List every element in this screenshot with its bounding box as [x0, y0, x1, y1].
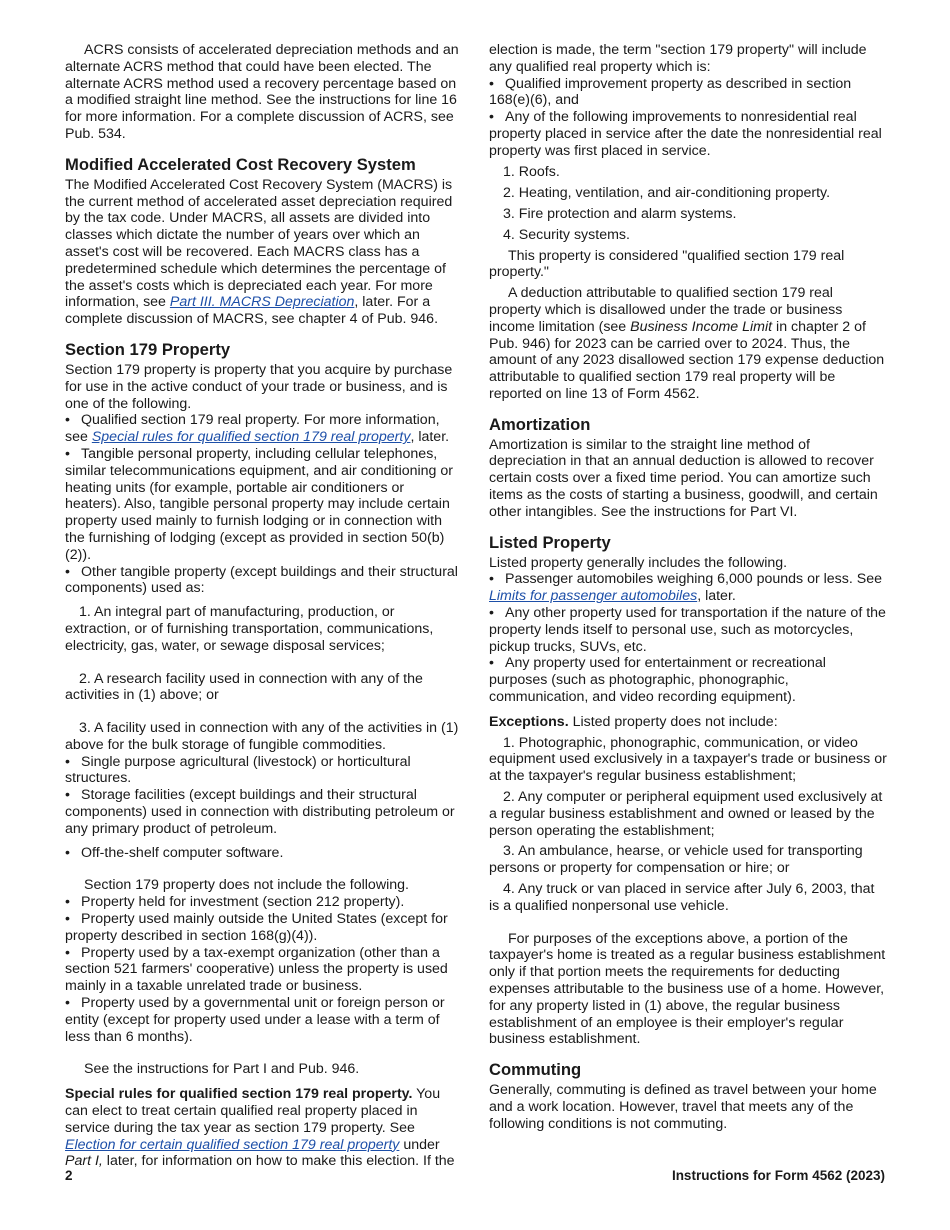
text: election is made, the term "section 179 property" will include any qualified real property which is:	[489, 42, 867, 75]
text: ACRS consists of accelerated depreciation methods and an alternate ACRS method that could have been elected. The alternate ACRS method used a recovery percentage based on a modified straight line method. See the instructions for line 16 for more information. For a complete discussion of ACRS, see Pub. 534.	[65, 42, 459, 142]
text: The Modified Accelerated Cost Recovery System (MACRS) is the current method of accelerated asset depreciation required by the tax code. Under MACRS, all assets are divided into classes which dictate the number of years over which an asset's cost will be recovered. Each MACRS class has a predetermined schedule which determines the percentage of the asset's costs which is depreciated each year. For more information, see	[65, 176, 453, 311]
text: , later.	[697, 588, 736, 605]
bullet-icon: •	[489, 75, 494, 92]
section-heading	[489, 415, 887, 435]
paragraph	[65, 1086, 463, 1170]
text: This property is considered "qualified section 179 real property."	[489, 247, 845, 281]
cross-reference-link[interactable]: Special rules for qualified section 179 real property	[91, 429, 411, 446]
text: Property held for investment (section 212 property).	[81, 894, 405, 911]
bullet-item	[65, 787, 463, 837]
paragraph	[489, 1082, 887, 1132]
bullet-item	[65, 894, 463, 911]
text: , later. For a complete discussion of MACRS, see chapter 4 of Pub. 946.	[65, 294, 439, 328]
bullet-item	[489, 571, 887, 605]
text: Storage facilities (except buildings and their structural components) used in connection with distributing petroleum or any primary product of petroleum.	[65, 787, 455, 837]
right-column	[489, 42, 887, 1133]
text: A deduction attributable to qualified section 179 real property which is disallowed under the trade or business income limitation (see	[489, 285, 843, 335]
paragraph	[489, 843, 887, 877]
text: Property used by a tax-exempt organization (other than a section 521 farmers' cooperative) unless the property is used mainly in a taxable unrelated trade or business.	[65, 944, 448, 995]
bullet-item	[489, 76, 887, 110]
paragraph	[65, 720, 463, 754]
text: Qualified section 179 real property. For more information, see	[65, 412, 440, 446]
paragraph	[489, 227, 887, 244]
paragraph	[489, 881, 887, 915]
cross-reference-link[interactable]: Election for certain qualified section 179 real property	[65, 1136, 400, 1153]
text: 4. Security systems.	[503, 226, 630, 243]
paragraph	[65, 1061, 463, 1078]
text: 1. Photographic, phonographic, communication, or video equipment used exclusively in a taxpayer's trade or business or at the taxpayer's regular business establishment;	[489, 734, 887, 785]
text: 2. Any computer or peripheral equipment used exclusively at a regular business establishment and owned or leased by the person operating the establishment;	[489, 789, 883, 839]
text: Section 179 property is property that you acquire by purchase for use in the active conduct of your trade or business, and is one of the following.	[65, 361, 453, 412]
text: Amortization	[489, 414, 591, 434]
text: 3. A facility used in connection with any of the activities in (1) above for the bulk storage of fungible commodities.	[65, 720, 459, 753]
text: For purposes of the exceptions above, a portion of the taxpayer's home is treated as a regular business establishment only if that portion meets the requirements for deducting expenses attributable to the business use of a home. However, for any property listed in (1) above, the regular business establishment of an employee is their employer's regular business establishment.	[489, 930, 886, 1048]
cross-reference-link[interactable]: Part III. MACRS Depreciation	[169, 294, 355, 311]
text: Part I,	[65, 1153, 103, 1170]
page-number: 2	[65, 1168, 73, 1183]
paragraph	[489, 285, 887, 403]
text: 1. An integral part of manufacturing, production, or extraction, or of furnishing transportation, communications, electricity, gas, water, or sewage disposal services;	[65, 604, 434, 654]
paragraph	[489, 735, 887, 785]
cross-reference-link[interactable]: Limits for passenger automobiles	[489, 588, 698, 605]
text: , later.	[410, 429, 450, 446]
text: under	[399, 1136, 440, 1153]
text: Modified Accelerated Cost Recovery System	[65, 154, 416, 174]
paragraph	[489, 42, 887, 76]
text: Business Income Limit	[630, 318, 773, 335]
text: See the instructions for Part I and Pub. 946.	[84, 1061, 360, 1078]
text: Generally, commuting is defined as travel between your home and a work location. However, travel that meets any of the following conditions is not commuting.	[489, 1082, 877, 1132]
bullet-item	[65, 412, 463, 446]
text: Listed property generally includes the following.	[489, 554, 788, 571]
section-heading	[65, 340, 463, 360]
footer-title: Instructions for Form 4562 (2023)	[671, 1168, 885, 1183]
paragraph	[65, 877, 463, 894]
text: Single purpose agricultural (livestock) or horticultural structures.	[65, 753, 411, 787]
bullet-icon: •	[65, 995, 70, 1012]
section-heading	[65, 155, 463, 175]
bullet-icon: •	[65, 911, 70, 928]
text: Tangible personal property, including cellular telephones, similar telecommunications equipment, and air conditioning or heating units (for example, portable air conditioners or heaters). Also, tangible personal property may include certain property used mainly to furnish lodging or in connection with the furnishing of lodging (except as provided in section 50(b)(2)).	[65, 445, 453, 563]
bullet-item	[65, 845, 463, 862]
left-column	[65, 42, 463, 1170]
bullet-icon: •	[65, 753, 70, 770]
bullet-icon: •	[65, 412, 70, 429]
paragraph	[489, 789, 887, 839]
text: later, for information on how to make this election. If the	[102, 1153, 455, 1170]
bullet-icon: •	[65, 445, 70, 462]
text: Listed property does not include:	[568, 713, 778, 730]
text: Amortization is similar to the straight line method of depreciation in that an annual deduction is allowed to recover certain costs over a fixed time period. You can amortize such items as the costs of starting a business, goodwill, and certain other intangibles. See the instructions for Part VI.	[489, 436, 878, 520]
bullet-icon: •	[489, 605, 494, 622]
bullet-icon: •	[65, 844, 70, 861]
text: 3. An ambulance, hearse, or vehicle used for transporting persons or property for compensation or hire; or	[489, 843, 863, 877]
bullet-item	[489, 605, 887, 655]
text: Property used mainly outside the United States (except for property described in section 168(g)(4)).	[65, 911, 448, 944]
paragraph	[489, 714, 887, 731]
bullet-item	[489, 109, 887, 159]
text: Any property used for entertainment or recreational purposes (such as photographic, phonographic, communication, and video recording equipment).	[489, 655, 826, 706]
paragraph	[65, 604, 463, 654]
bullet-icon: •	[65, 563, 70, 580]
text: Any other property used for transportation if the nature of the property lends itself to personal use, such as motorcycles, pickup trucks, SUVs, etc.	[489, 605, 886, 655]
paragraph	[489, 248, 887, 282]
paragraph	[489, 555, 887, 572]
bullet-item	[65, 995, 463, 1045]
paragraph	[65, 42, 463, 143]
text: Qualified improvement property as described in section 168(e)(6), and	[489, 75, 852, 109]
paragraph	[65, 177, 463, 328]
bullet-icon: •	[489, 109, 494, 126]
paragraph	[489, 164, 887, 181]
text: Section 179 property does not include the following.	[84, 877, 409, 894]
bullet-item	[65, 446, 463, 564]
text: Any of the following improvements to nonresidential real property placed in service after the date the nonresidential real property was first placed in service.	[489, 109, 882, 159]
text: Commuting	[489, 1060, 582, 1080]
paragraph	[489, 185, 887, 202]
text: You can elect to treat certain qualified real property placed in service during the tax year as section 179 property. See	[65, 1086, 441, 1136]
section-heading	[489, 533, 887, 553]
text: Off-the-shelf computer software.	[81, 844, 284, 861]
bullet-icon: •	[489, 655, 494, 672]
bullet-icon: •	[65, 944, 70, 961]
paragraph	[489, 206, 887, 223]
paragraph	[65, 362, 463, 412]
text: 4. Any truck or van placed in service after July 6, 2003, that is a qualified nonpersonal use vehicle.	[489, 881, 875, 914]
bullet-item	[65, 911, 463, 945]
paragraph	[489, 931, 887, 1049]
text: Passenger automobiles weighing 6,000 pounds or less. See	[505, 571, 883, 588]
text: Property used by a governmental unit or foreign person or entity (except for property used under a lease with a term of less than 6 months).	[65, 995, 445, 1045]
bullet-icon: •	[489, 571, 494, 588]
text: 2. Heating, ventilation, and air-conditioning property.	[503, 184, 831, 201]
text: Section 179 Property	[65, 339, 231, 359]
text: Other tangible property (except buildings and their structural components) used as:	[65, 563, 458, 597]
bullet-item	[489, 655, 887, 705]
text: Listed Property	[489, 532, 611, 552]
bullet-icon: •	[65, 787, 70, 804]
bullet-item	[65, 564, 463, 598]
bullet-item	[65, 754, 463, 788]
run-in-heading: Exceptions.	[489, 713, 569, 730]
section-heading	[489, 1060, 887, 1080]
text: 3. Fire protection and alarm systems.	[503, 205, 737, 222]
bullet-item	[65, 945, 463, 995]
paragraph	[489, 437, 887, 521]
text: 2. A research facility used in connection with any of the activities in (1) above; or	[65, 670, 423, 704]
text: in chapter 2 of Pub. 946) for 2023 can be carried over to 2024. Thus, the amount of any 2023 disallowed section 179 expense deduction attributable to qualified section 179 real property will be reported on line 13 of Form 4562.	[489, 318, 885, 402]
bullet-icon: •	[65, 894, 70, 911]
paragraph	[65, 671, 463, 705]
text: 1. Roofs.	[503, 163, 560, 180]
run-in-heading: Special rules for qualified section 179 real property.	[65, 1086, 413, 1103]
